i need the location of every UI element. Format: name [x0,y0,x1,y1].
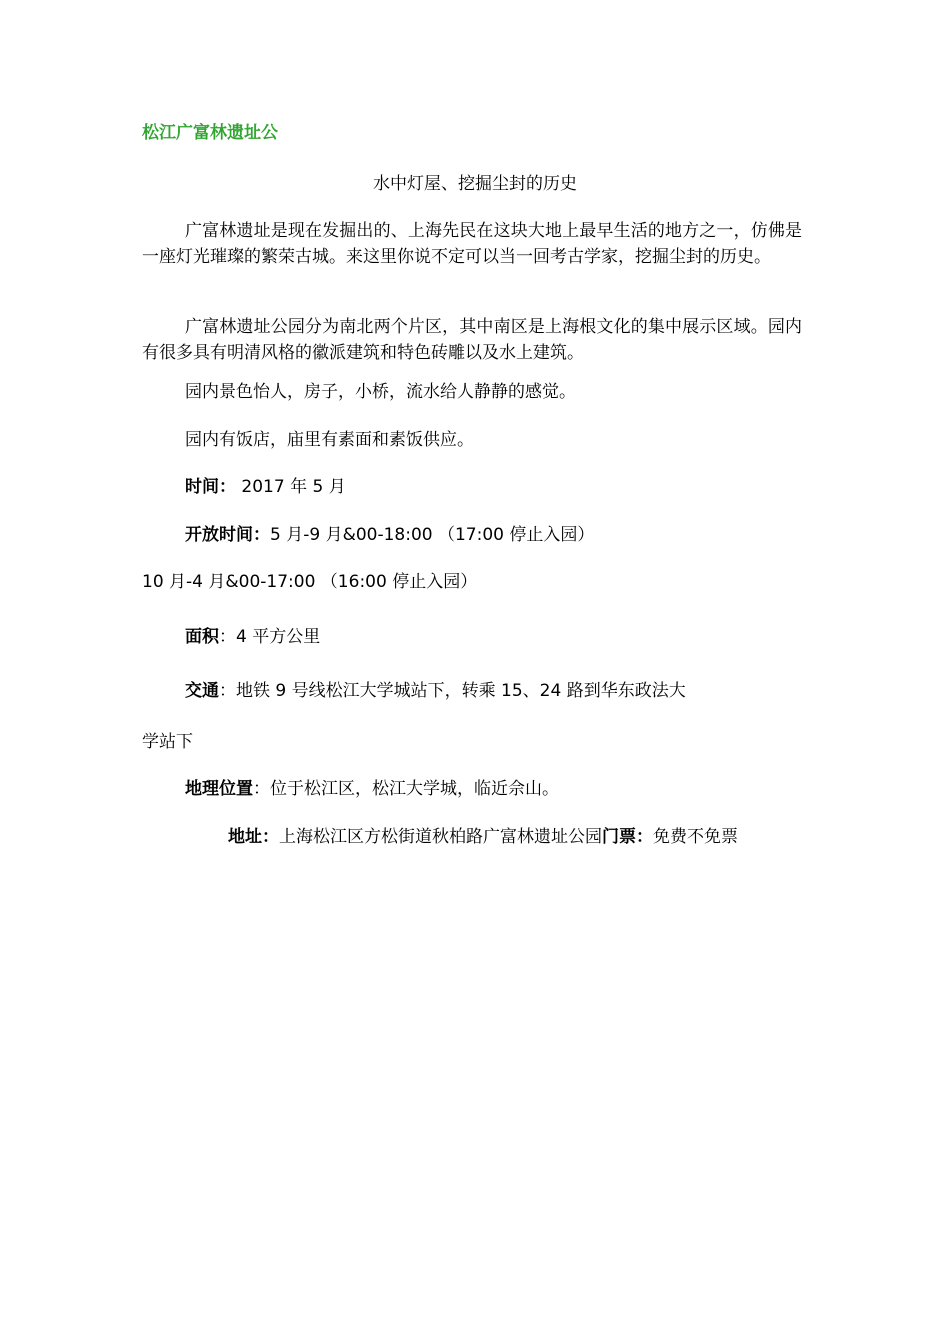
area-row [185,626,320,648]
area-value: ：4 平方公里 [219,627,321,647]
address-row [228,826,738,848]
traffic-row [185,680,686,702]
open-hours-row [185,524,594,546]
address-label: 地址： [228,827,279,847]
ticket-value: 免费不免票 [653,827,738,847]
ticket-label: 门票： [602,827,653,847]
paragraph-scenery: 园内景色怡人，房子，小桥，流水给人静静的感觉。 [185,382,576,402]
location-label: 地理位置 [185,779,253,799]
time-value: 2017 年 5 月 [236,477,346,497]
location-value: ：位于松江区，松江大学城，临近佘山。 [253,779,559,799]
traffic-value-1: ：地铁 9 号线松江大学城站下，转乘 15、24 路到华东政法大 [219,681,686,701]
document-subtitle: 水中灯屋、挖掘尘封的历史 [373,174,577,194]
traffic-row-2: 学站下 [142,732,193,752]
document-title: 松江广富林遗址公 [142,123,278,143]
open-hours-row-2: 10 月-4 月&00-17:00 （16:00 停止入园） [142,572,478,592]
location-row [185,778,559,800]
address-value: 上海松江区方松街道秋柏路广富林遗址公园 [279,827,602,847]
traffic-label: 交通 [185,681,219,701]
time-row [185,476,346,498]
area-label: 面积 [185,627,219,647]
paragraph-food: 园内有饭店，庙里有素面和素饭供应。 [185,430,474,450]
paragraph-areas: 广富林遗址公园分为南北两个片区，其中南区是上海根文化的集中展示区域。园内有很多具有明清风格的徽派建筑和特色砖雕以及水上建筑。 [142,317,802,363]
open-hours-value-1: 5 月-9 月&00-18:00 （17:00 停止入园） [270,525,595,545]
time-label: 时间： [185,477,236,497]
open-hours-label: 开放时间： [185,525,270,545]
paragraph-intro: 广富林遗址是现在发掘出的、上海先民在这块大地上最早生活的地方之一，仿佛是一座灯光璀璨的繁荣古城。来这里你说不定可以当一回考古学家，挖掘尘封的历史。 [142,221,802,267]
